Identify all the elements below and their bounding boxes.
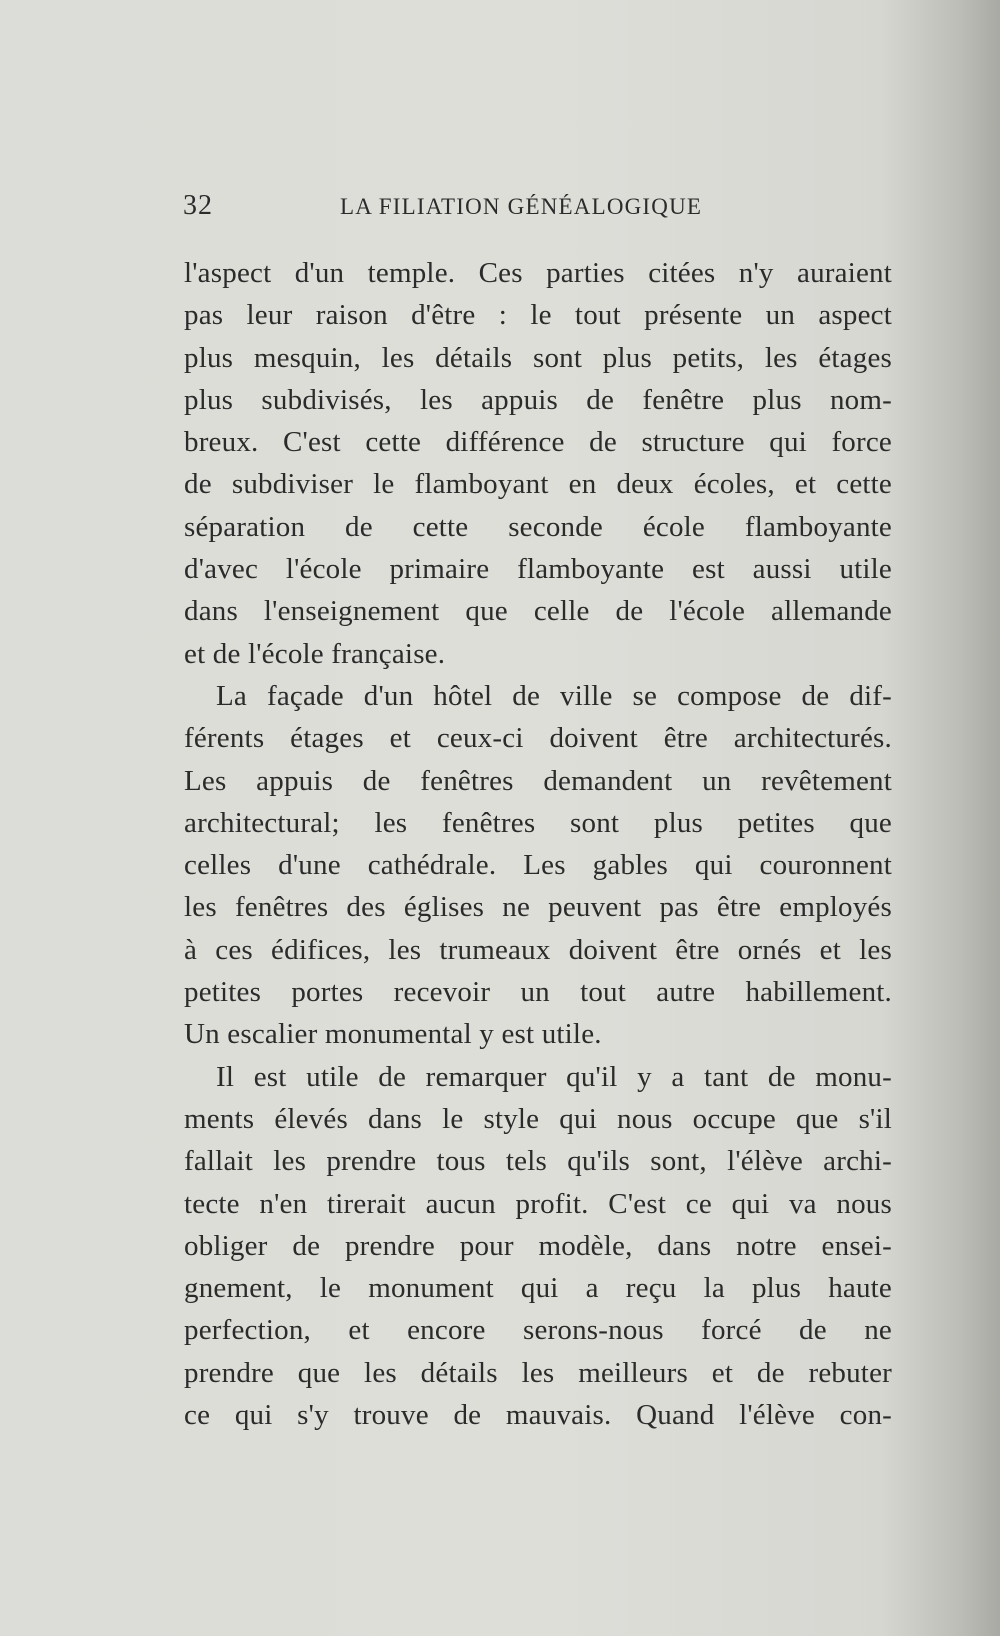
text-line: gnement, le monument qui a reçu la plus haute bbox=[184, 1272, 892, 1305]
text-line: architectural; les fenêtres sont plus petites que bbox=[184, 806, 892, 839]
text-line: prendre que les détails les meilleurs et de rebuter bbox=[184, 1356, 892, 1389]
text-line: plus subdivisés, les appuis de fenêtre plus nom- bbox=[184, 383, 892, 416]
text-line: d'avec l'école primaire flamboyante est aussi utile bbox=[184, 553, 892, 586]
text-line: celles d'une cathédrale. Les gables qui couronnent bbox=[184, 849, 892, 882]
text-line: Les appuis de fenêtres demandent un revêtement bbox=[184, 764, 892, 797]
body-text bbox=[184, 252, 892, 1436]
text-line: plus mesquin, les détails sont plus petits, les étages bbox=[184, 341, 892, 374]
running-head bbox=[180, 190, 740, 226]
text-line: de subdiviser le flamboyant en deux écoles, et cette bbox=[184, 468, 892, 501]
text-line: Il est utile de remarquer qu'il y a tant de monu- bbox=[216, 1060, 892, 1093]
text-line: petites portes recevoir un tout autre habillement. bbox=[184, 976, 892, 1009]
text-line: à ces édifices, les trumeaux doivent être ornés et les bbox=[184, 933, 892, 966]
text-line: ce qui s'y trouve de mauvais. Quand l'élève con- bbox=[184, 1399, 892, 1432]
running-title: LA FILIATION GÉNÉALOGIQUE bbox=[340, 194, 703, 219]
text-line: séparation de cette seconde école flamboyante bbox=[184, 510, 892, 543]
text-line: perfection, et encore serons-nous forcé de ne bbox=[184, 1314, 892, 1347]
text-line: dans l'enseignement que celle de l'école allemande bbox=[184, 595, 892, 628]
text-line: férents étages et ceux-ci doivent être architecturés. bbox=[184, 722, 892, 755]
text-line: et de l'école française. bbox=[184, 637, 446, 670]
text-line: obliger de prendre pour modèle, dans notre ensei- bbox=[184, 1229, 892, 1262]
text-line: Un escalier monumental y est utile. bbox=[184, 1018, 602, 1051]
text-line: pas leur raison d'être : le tout présente un aspect bbox=[184, 299, 892, 332]
page-number: 32 bbox=[183, 190, 213, 221]
text-line: fallait les prendre tous tels qu'ils sont, l'élève archi- bbox=[184, 1145, 892, 1178]
text-line: tecte n'en tirerait aucun profit. C'est ce qui va nous bbox=[184, 1187, 892, 1220]
text-line: l'aspect d'un temple. Ces parties citées n'y auraient bbox=[184, 257, 892, 289]
text-line: les fenêtres des églises ne peuvent pas être employés bbox=[184, 891, 892, 924]
text-line: La façade d'un hôtel de ville se compose de dif- bbox=[216, 679, 892, 712]
text-line: ments élevés dans le style qui nous occupe que s'il bbox=[184, 1102, 892, 1135]
text-line: breux. C'est cette différence de structure qui force bbox=[184, 426, 892, 459]
